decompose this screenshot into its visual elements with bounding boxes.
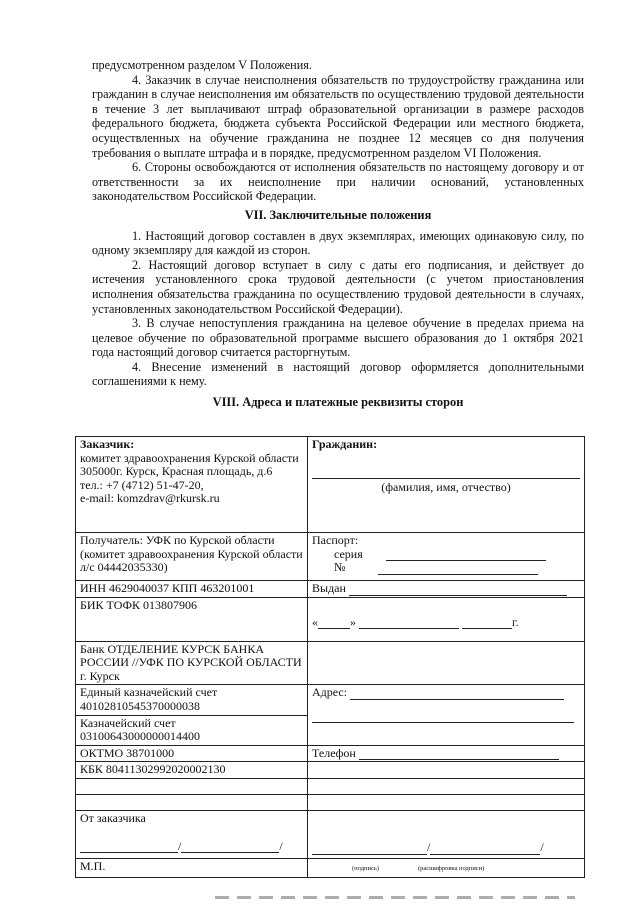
paragraph: 2. Настоящий договор вступает в силу с даты его подписания, и действует до истечения установленного срока трудовой деятельности (с учетом приостановления исполнения обязательства гражданина по осуществлению трудовой деятельности в случаях, установленных законодательством Российской Федерации).: [92, 257, 584, 316]
paragraph: 4. Заказчик в случае неисполнения обязательств по трудоустройству гражданина или гражданин в случае неисполнения им обязательств по осуществлению трудовой деятельности в течение 3 лет выплачивают штраф образовательной организации в размере расходов федерального бюджета, бюджета субъекта Российской Федерации или местного бюджета, осуществленных на обучение гражданина не позднее 12 месяцев со дня получения требования о выплате штрафа и в порядке, предусмотренном разделом VI Положения.: [92, 72, 584, 160]
sign-captions-cell: [308, 858, 585, 877]
account2-cell: [76, 715, 308, 745]
paragraph: предусмотренном разделом V Положения.: [92, 58, 312, 72]
slash: /: [427, 839, 431, 854]
name-caption: (фамилия, имя, отчество): [381, 479, 511, 494]
citizen-sign-cell: [308, 810, 585, 858]
empty-cell: [308, 794, 585, 810]
decode-line[interactable]: [181, 841, 279, 853]
address-cell: [308, 685, 585, 745]
inn-cell: ИНН 4629040037 КПП 463201001: [76, 581, 308, 598]
address-label: Адрес:: [312, 685, 348, 700]
issued-cell: [308, 581, 585, 598]
number-line[interactable]: [378, 563, 538, 575]
account1-cell: [76, 685, 308, 715]
requisites-table: [75, 436, 585, 878]
date-quote-close: »: [350, 614, 356, 629]
day-line[interactable]: [318, 617, 350, 629]
paragraph: 3. В случае непоступления гражданина на целевое обучение в пределах приема на целевое обучение по образовательной программе высшего образования до 1 октября 2021 года настоящий договор считается расторгнутым.: [92, 316, 584, 360]
empty-cell: [308, 778, 585, 794]
paragraph: 1. Настоящий договор составлен в двух экземплярах, имеющих одинаковую силу, по одному экземпляру для каждой из сторон.: [92, 228, 584, 258]
year-line[interactable]: [462, 617, 512, 629]
citizen-cell: [308, 437, 585, 533]
customer-line: e-mail: komzdrav@rkursk.ru: [80, 491, 220, 506]
oktmo-cell: ОКТМО 38701000: [76, 745, 308, 762]
address-line[interactable]: [350, 688, 564, 700]
section-title: VIII. Адреса и платежные реквизиты сторон: [212, 395, 464, 410]
section-title: VII. Заключительные положения: [244, 207, 432, 222]
issued-line[interactable]: [349, 584, 567, 596]
empty-cell: [76, 778, 308, 794]
month-line[interactable]: [359, 617, 459, 629]
recipient-cell: Получатель: УФК по Курской области (комитет здравоохранения Курской области л/с 04442035330): [76, 533, 308, 581]
sig-line[interactable]: [80, 841, 178, 853]
sig-caption: (подпись): [352, 864, 379, 872]
slash: /: [279, 838, 283, 853]
account1-label: Единый казначейский счет: [80, 685, 218, 700]
slash: /: [178, 838, 182, 853]
passport-label: Паспорт:: [312, 533, 359, 547]
scan-artifact: [215, 896, 575, 899]
kbk-cell: КБК 80411302992020002130: [76, 762, 308, 779]
customer-line: комитет здравоохранения Курской области: [80, 450, 299, 465]
account2-label: Казначейский счет: [80, 715, 176, 730]
series-label: серия: [334, 546, 363, 561]
account2: 03100643000000014400: [80, 729, 200, 744]
customer-label: Заказчик:: [80, 437, 135, 451]
customer-line: 305000г. Курск, Красная площадь, д.6: [80, 464, 273, 479]
issued-label: Выдан: [312, 581, 346, 595]
passport-cell: [308, 533, 585, 581]
phone-line[interactable]: [359, 748, 559, 760]
date-cell: [308, 597, 585, 641]
from-customer: От заказчика: [80, 810, 146, 825]
bik: БИК ТОФК 013807906: [80, 597, 198, 612]
slash: /: [540, 839, 544, 854]
empty-cell: [308, 762, 585, 779]
bik-bank-cell: [76, 597, 308, 641]
citizen-label: Гражданин:: [312, 437, 378, 451]
address-line-2[interactable]: [312, 700, 574, 723]
citizen-decode-line[interactable]: [430, 843, 540, 855]
mp-cell: М.П.: [76, 858, 308, 877]
document-body: [92, 58, 584, 416]
year-suffix: г.: [512, 614, 519, 629]
bank-cell: Банк ОТДЕЛЕНИЕ КУРСК БАНКА РОССИИ //УФК ПО КУРСКОЙ ОБЛАСТИ г. Курск: [76, 641, 308, 685]
phone-cell: [308, 745, 585, 762]
paragraph: 6. Стороны освобождаются от исполнения обязательств по настоящему договору и от ответственности за их неисполнение при наличии оснований, установленных законодательством Российской Федерации.: [92, 160, 584, 204]
phone-label: Телефон: [312, 745, 356, 760]
empty-cell: [76, 794, 308, 810]
from-customer-cell: [76, 810, 308, 858]
citizen-sig-line[interactable]: [312, 843, 427, 855]
series-line[interactable]: [386, 549, 546, 561]
name-line[interactable]: [312, 452, 580, 479]
paragraph: 4. Внесение изменений в настоящий договор оформляется дополнительными соглашениями к нему.: [92, 359, 584, 389]
number-label: №: [334, 560, 346, 575]
date-quote-open: «: [312, 614, 318, 629]
customer-cell: [76, 437, 308, 533]
account1: 40102810545370000038: [80, 698, 200, 713]
sig-decode-caption: (расшифровка подписи): [417, 864, 485, 872]
customer-line: тел.: +7 (4712) 51-47-20,: [80, 477, 204, 492]
empty-cell: [308, 641, 585, 685]
